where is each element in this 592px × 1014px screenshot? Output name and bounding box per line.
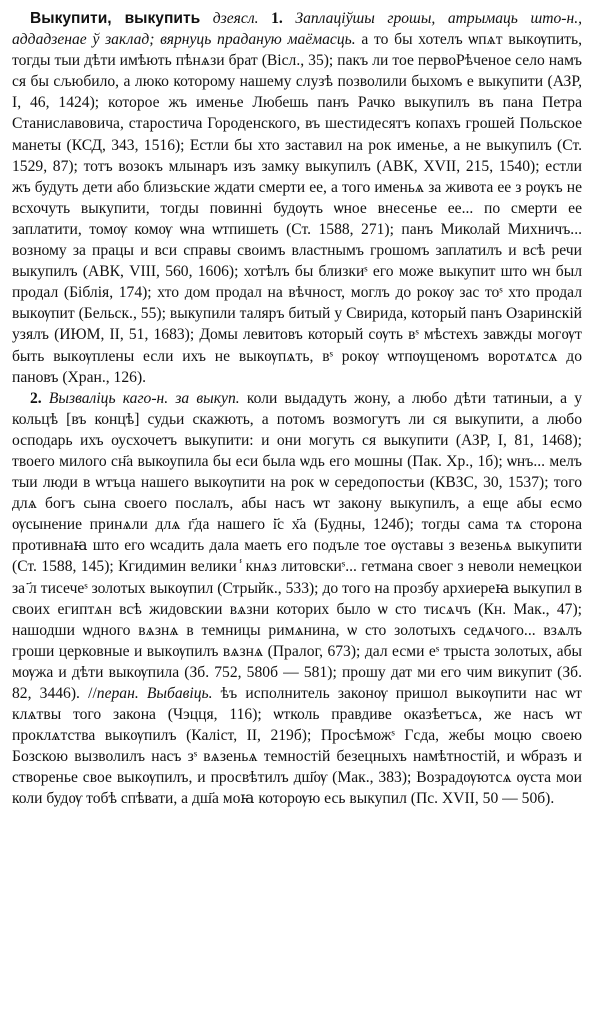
- headword: Выкупити, выкупить: [30, 10, 201, 27]
- sense-number-2: 2.: [30, 389, 42, 407]
- figurative-label: перан. Выбавіць.: [96, 685, 213, 702]
- sense-body-2: коли выдадуть жону, а любо дѣти татиныи, а у кольцѣ [въ концѣ] судьи скажють, а потомъ возмогутъ ли ся выкупити, а любо осподарь ихъ оусхочетъ выкупити: и они могуть ся выкупити (АЗР, I, 81, 1468); твоего милого сн҃а выкоупила бы еси была ѡдь его мошны (Пак. Хр., 1б); ѡнъ... мелъ тыи люди в ѡтъца нашего выкѹпити на рок ѡ середопостьи (КВЗС, 30, 1537); того длѧ богъ сына своего послалъ, абы насъ ѡт закону выкупилъ, а еще абы есмо ѹсынение принѧли длѧ г҃да нашего і҃с х҃а (Будны, 124б); тогды сама тѧ сторона противнаꙗ што его ѡсадить дала маеть его подъле тое ѹставы з везеньѧ выкупити (Ст. 1588, 145); Кгидимин велики ̾ кнѧз литовскиˢ... гетмана своег з неволи немецкои за ҃л тисечеˢ золотых выкѹпил (Стрыйк., 533); до того на прозбу архиереꙗ выкупил в своих египтѧн всѣ жидовскии вѧзни которих было ѡ сто тисѧчъ (Кн. Мак., 47); нашодши ѡдного вѧзнѧ в темницы римѧнина, ѡ сто золотыхъ седѧчого... взѧлъ гроши церковные и выкѹпилъ вѧзнѧ (Пралог, 673); дал есми еˢ трыста золотых, абы мѹжа и дѣти выкѹпила (Зб. 752, 580б — 581); прошу дат ми его чим викупит (Зб. 82, 3446). //: [12, 389, 582, 702]
- dictionary-entry-sense-2: [12, 388, 582, 810]
- grammar-label: дзеясл.: [200, 10, 272, 27]
- dictionary-entry-sense-1: [12, 8, 582, 388]
- sense-definition-2: Вызваліць каго-н. за выкуп.: [41, 389, 240, 407]
- figurative-body: ѣъ исполнитель законѹ пришол выкѹпити нас ѡт клѧтвы того закона (Чэцця, 116); ѡтколь правдиве оказѣетъсѧ, же насъ ѡт проклѧтства выкѹпилъ (Каліст, II, 219б); Просѣможˢ Гсда, жебы моцю своею Бозскою вызволилъ насъ зˢ вѧзеньѧ темностій безецныхъ намѣтностій, и ѡбразъ и створенье свое выкѹпилъ, и просвѣтилъ дш҃ѹ (Мак., 383); Возрадѹютсѧ ѹста мои коли будѹ тобѣ спѣвати, а дш҃а моꙗ которѹю есь выкупил (Пс. XVII, 50 — 50б).: [12, 685, 582, 808]
- sense-number-1: 1.: [271, 10, 283, 27]
- sense-body-1: а то бы хотелъ ѡпѧт выкѹпить, тогды тыи дѣти имѣють пѣнѧзи брат (Вісл., 35); пакъ ли тое первоРѣченое село намъ ся бы сљюбило, а люко которому нашему слузѣ позволили быхомъ е выкупити (АЗР, I, 46, 1424); которое жъ именье Любешь панъ Рачко выкупилъ въ пана Петра Станиславовича, старостича Городенского, въ шестидесятъ копахъ грошей Польское манеты (КСД, 343, 1516); Естли бы хто заставил на рок именье, а не выкупилъ (Ст. 1529, 87); тотъ возокъ млынаръ изъ замку выкупилъ (АВК, XVII, 215, 1540); естли жъ будуть дети або близьские ждати смерти ее, а того именьѧ за живота ее з рѹкъ не всхочуть выкупити, тогды повиннi будѹть ѡное внесенье ее... по смерти ее заплатити, томѹ комѹ ѡна ѡтпишеть (Ст. 1588, 271); панъ Миколай Михничъ... возному за працы и вси справы своимъ властнымъ грошомъ заплатилъ и всѣ речи выкупилъ (АВК, VIII, 560, 1606); хотѣлъ бы близкиˢ его може выкупит што ѡн был продал (Біблія, 174); хто дом продал на вѣчност, моглъ до рокѹ зас тоˢ хто продал выкѹпит (Бельск., 55); выкупили таляръ битый у Свирида, который панъ Озаринскій узялъ (ИЮМ, II, 51, 1683); Домы левитовъ который сѹть вˢ мѣстехъ завжды могѹт быть выкѹплены если ихъ не выкѹпѧть, вˢ рокѹ ѡтпѹщеномъ воротѧтсѧ до пановъ (Хран., 126).: [12, 31, 582, 386]
- sense-definition-1: Заплаціўшы грошы, атрымаць што-н., аддадзенае ў заклад; вярнуць праданую маёмасць.: [12, 10, 583, 49]
